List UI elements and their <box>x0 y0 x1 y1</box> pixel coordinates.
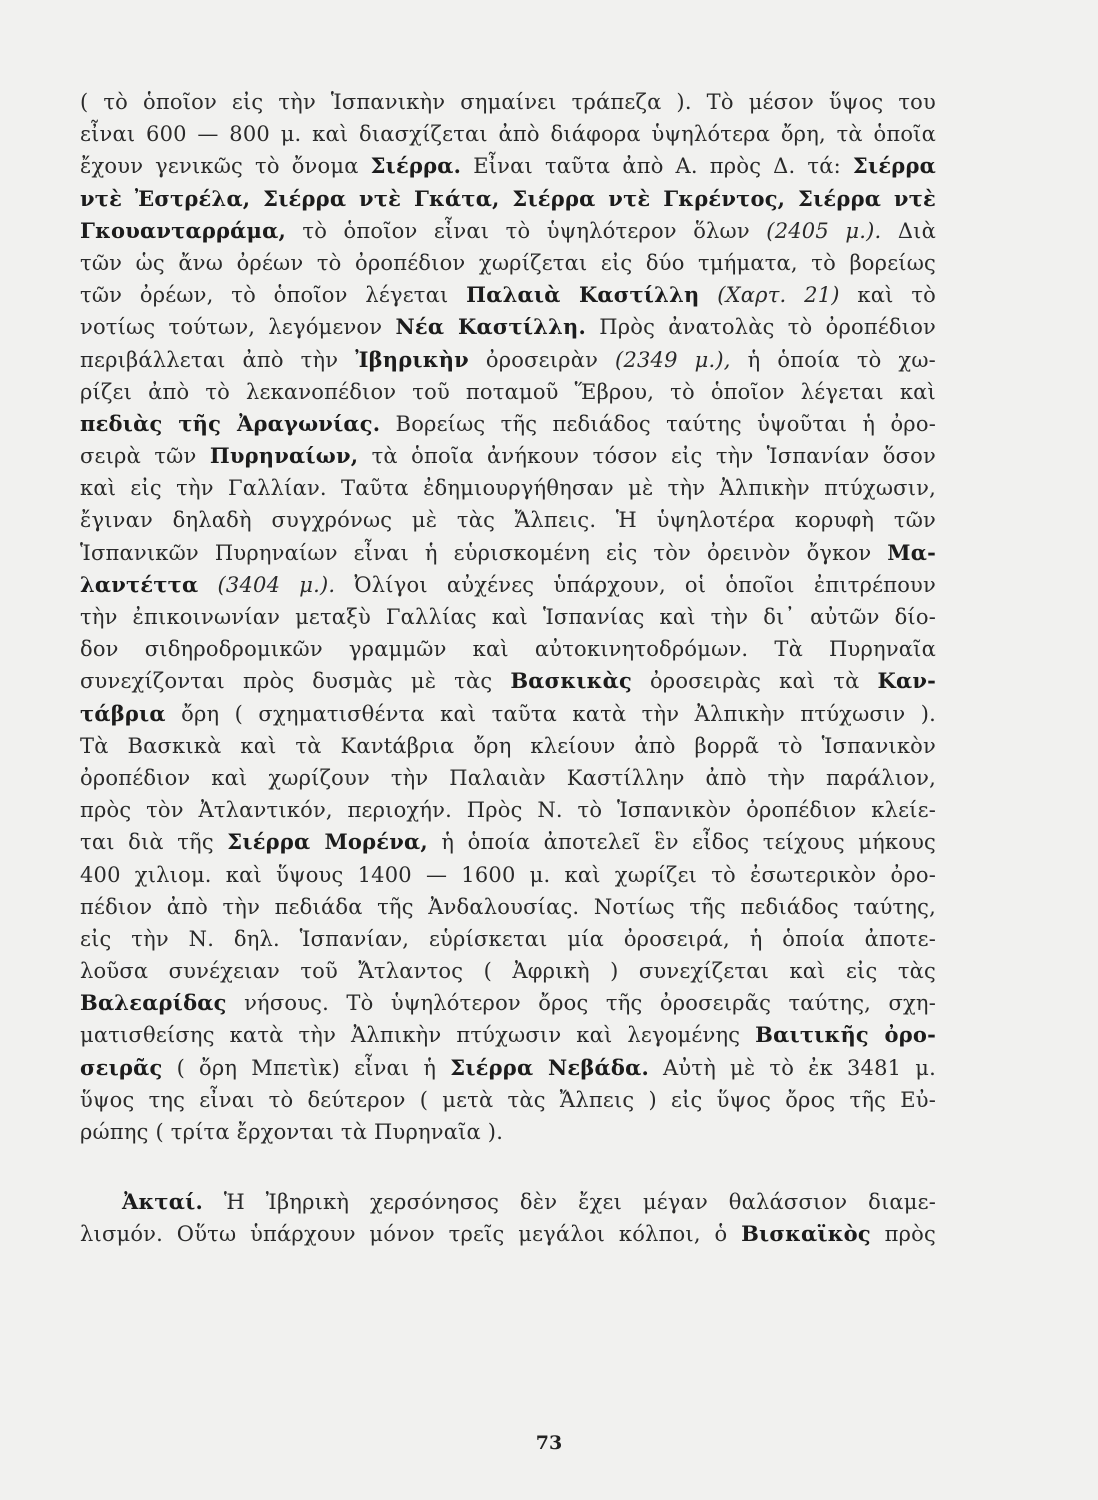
text-line: λαντέττα (3404 μ.). Ὀλίγοι αὐχένες ὑπάρχουν, οἱ ὁποῖοι ἐπιτρέπουν <box>80 571 936 597</box>
bold-term: Ἰβηρικὴν <box>355 346 469 372</box>
text-line: τάβρια ὄρη ( σχηματισθέντα καὶ ταῦτα κατὰ τὴν Ἀλπικὴν πτύχωσιν ). <box>80 700 936 726</box>
text-line: τῶν ὡς ἄνω ὀρέων τὸ ὀροπέδιον χωρίζεται εἰς δύο τμήματα, τὸ βορείως <box>80 250 936 275</box>
text-line: πέδιον ἀπὸ τὴν πεδιάδα τῆς Ἀνδαλουσίας. Νοτίως τῆς πεδιάδος ταύτης, <box>80 894 936 919</box>
bold-term: Βισκαϊκὸς <box>741 1221 871 1247</box>
bold-term: Παλαιὰ Καστίλλη <box>466 282 700 308</box>
text-line: ὕψος της εἶναι τὸ δεύτερον ( μετὰ τὰς Ἄλπεις ) εἰς ὕψος ὄρος τῆς Εὐ- <box>80 1087 936 1112</box>
text-line: νοτίως τούτων, λεγόμενον Νέα Καστίλλη. Πρὸς ἀνατολὰς τὸ ὀροπέδιον <box>80 314 937 340</box>
bold-term: Πυρηναίων, <box>209 443 359 469</box>
italic-ref: (Χαρτ. 21) <box>717 283 840 308</box>
bold-term: Σιέρρα <box>852 153 936 179</box>
bold-term: Βασκικὰς <box>510 668 632 694</box>
text-line: εἶναι 600 — 800 μ. καὶ διασχίζεται ἀπὸ διάφορα ὑψηλότερα ὄρη, τὰ ὁποῖα <box>80 122 936 147</box>
bold-term: Βαιτικῆς ὀρο- <box>755 1022 937 1048</box>
text-line: Ἱσπανικῶν Πυρηναίων εἶναι ἡ εὑρισκομένη εἰς τὸν ὀρεινὸν ὄγκον Μα- <box>80 539 936 565</box>
text-line: Ἀκταί. Ἡ Ἰβηρικὴ χερσόνησος δὲν ἔχει μέγαν θαλάσσιον διαμε- <box>122 1189 936 1215</box>
bold-term: λαντέττα <box>80 571 199 597</box>
text-line <box>80 183 936 215</box>
bold-term: Μα- <box>887 539 936 565</box>
text-line: λισμόν. Οὕτω ὑπάρχουν μόνον τρεῖς μεγάλοι κόλποι, ὁ Βισκαϊκὸς πρὸς <box>80 1221 936 1247</box>
text-line: σειρὰ τῶν Πυρηναίων, τὰ ὁποῖα ἀνήκουν τόσον εἰς τὴν Ἱσπανίαν ὅσον <box>80 443 936 469</box>
bold-term: Γκουανταρράμα, <box>80 217 286 243</box>
text-line: ( τὸ ὁποῖον εἰς τὴν Ἱσπανικὴν σημαίνει τράπεζα ). Τὸ μέσον ὕψος του <box>80 90 936 114</box>
bold-term: τάβρια <box>80 700 166 726</box>
text-line: ὀροπέδιον καὶ χωρίζουν τὴν Παλαιὰν Καστίλλην ἀπὸ τὴν παράλιον, <box>80 765 936 790</box>
text-line: 400 χιλιομ. καὶ ὕψους 1400 — 1600 μ. καὶ χωρίζει τὸ ἐσωτερικὸν ὀρο- <box>80 862 936 887</box>
italic-ref: (2405 μ.). <box>766 218 882 243</box>
text-line: ἔχουν γενικῶς τὸ ὄνομα Σιέρρα. Εἶναι ταῦτα ἀπὸ Α. πρὸς Δ. τά: Σιέρρα <box>80 153 936 179</box>
text-line: πρὸς τὸν Ἀτλαντικόν, περιοχήν. Πρὸς Ν. τὸ Ἱσπανικὸν ὀροπέδιον κλείε- <box>80 798 936 823</box>
text-line: εἰς τὴν Ν. δηλ. Ἱσπανίαν, εὑρίσκεται μία ὀροσειρά, ἡ ὁποία ἀποτε- <box>80 926 936 951</box>
text-line: ρώπης ( τρίτα ἔρχονται τὰ Πυρηναῖα ). <box>80 1120 504 1144</box>
bold-term: πεδιὰς τῆς Ἀραγωνίας. <box>80 410 381 436</box>
text-line: πεδιὰς τῆς Ἀραγωνίας. Βορείως τῆς πεδιάδος ταύτης ὑψοῦται ἡ ὀρο- <box>80 410 936 436</box>
text-line: ἔγιναν δηλαδὴ συγχρόνως μὲ τὰς Ἄλπεις. Ἡ ὑψηλοτέρα κορυφὴ τῶν <box>80 508 936 533</box>
text-line: δον σιδηροδρομικῶν γραμμῶν καὶ αὐτοκινητοδρόμων. Τὰ Πυρηναῖα <box>80 637 936 662</box>
bold-term: Σιέρρα Νεβάδα. <box>450 1054 649 1080</box>
italic-ref: (2349 μ.), <box>615 347 731 372</box>
text-column <box>80 86 936 1251</box>
text-line: Τὰ Βασκικὰ καὶ τὰ Κανtάβρια ὄρη κλείουν ἀπὸ βορρᾶ τὸ Ἱσπανικὸν <box>80 733 936 758</box>
text-line: λοῦσα συνέχειαν τοῦ Ἄτλαντος ( Ἀφρικὴ ) συνεχίζεται καὶ εἰς τὰς <box>80 959 936 984</box>
bold-term: ντὲ Ἐστρέλα, Σιέρρα ντὲ Γκάτα, Σιέρρα ντὲ Γκρέντος, Σιέρρα ντὲ <box>80 185 936 211</box>
text-line: ται διὰ τῆς Σιέρρα Μορένα, ἡ ὁποία ἀποτελεῖ ἓν εἶδος τείχους μήκους <box>80 829 936 855</box>
bold-term: Σιέρρα. <box>370 153 462 179</box>
page-number: 73 <box>535 1432 563 1454</box>
text-line: συνεχίζονται πρὸς δυσμὰς μὲ τὰς Βασκικὰς ὀροσειρὰς καὶ τὰ Καν- <box>80 668 937 694</box>
bold-term: σειρᾶς <box>80 1054 163 1080</box>
bold-term: Καν- <box>877 668 937 694</box>
bold-term: Νέα Καστίλλη. <box>395 314 587 340</box>
italic-ref: (3404 μ.). <box>217 572 336 597</box>
text-line: καὶ εἰς τὴν Γαλλίαν. Ταῦτα ἐδημιουργήθησαν μὲ τὴν Ἀλπικὴν πτύχωσιν, <box>80 476 936 501</box>
text-line: τῶν ὀρέων, τὸ ὁποῖον λέγεται Παλαιὰ Καστίλλη (Χαρτ. 21) καὶ τὸ <box>80 282 936 308</box>
section-heading: Ἀκταί. <box>122 1189 203 1215</box>
bold-term: Βαλεαρίδας <box>80 990 227 1016</box>
text-line: περιβάλλεται ἀπὸ τὴν Ἰβηρικὴν ὀροσειρὰν (2349 μ.), ἡ ὁποία τὸ χω- <box>80 346 936 372</box>
text-line: Βαλεαρίδας νήσους. Τὸ ὑψηλότερον ὄρος τῆς ὀροσειρᾶς ταύτης, σχη- <box>80 990 936 1016</box>
text-line: ρίζει ἀπὸ τὸ λεκανοπέδιον τοῦ ποταμοῦ Ἕβρου, τὸ ὁποῖον λέγεται καὶ <box>80 379 936 404</box>
text-line: σειρᾶς ( ὄρη Μπετὶκ) εἶναι ἡ Σιέρρα Νεβάδα. Αὐτὴ μὲ τὸ ἐκ 3481 μ. <box>80 1054 936 1080</box>
text-line: τὴν ἐπικοινωνίαν μεταξὺ Γαλλίας καὶ Ἱσπανίας καὶ τὴν δι᾽ αὐτῶν δίο- <box>80 605 936 629</box>
text-line: Γκουανταρράμα, τὸ ὁποῖον εἶναι τὸ ὑψηλότερον ὅλων (2405 μ.). Διὰ <box>80 217 936 243</box>
text-line: ματισθείσης κατὰ τὴν Ἀλπικὴν πτύχωσιν καὶ λεγομένης Βαιτικῆς ὀρο- <box>80 1022 937 1048</box>
bold-term: Σιέρρα Μορένα, <box>227 829 428 855</box>
